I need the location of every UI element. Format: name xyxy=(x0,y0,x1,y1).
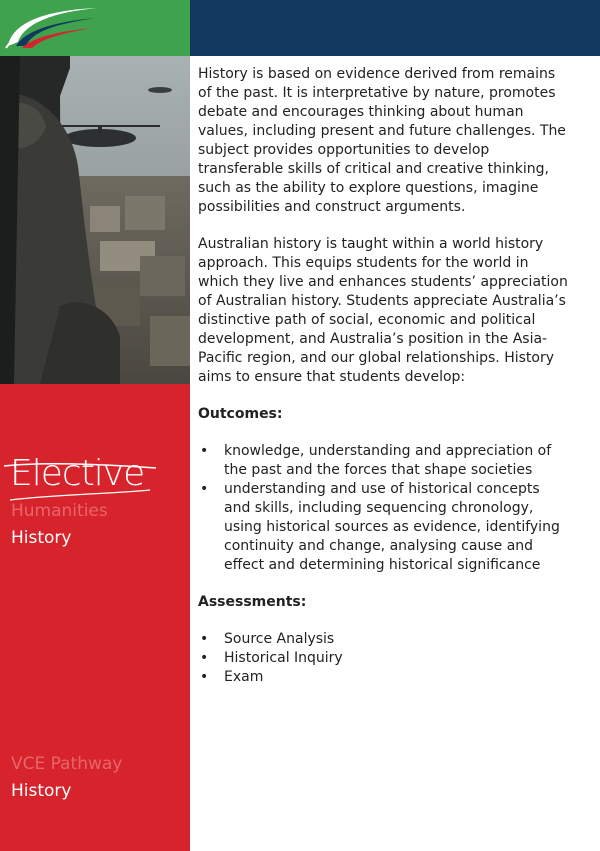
assessments-list xyxy=(198,630,570,687)
faculty-label: Humanities xyxy=(11,501,108,521)
intro-paragraph: History is based on evidence derived from remains of the past. It is interpretative by nature, promotes debate and encourages thinking about human values, including present and future challenges. The subject provides opportunities to develop transferable skills of critical and creative thinking, such as the ability to explore questions, imagine possibilities and construct arguments. xyxy=(198,66,566,215)
elective-label: Elective xyxy=(10,453,145,494)
list-item: • Exam xyxy=(198,668,570,687)
swoosh-logo-icon xyxy=(2,2,102,52)
pathway-subject-label: History xyxy=(11,781,72,801)
sidebar-red-panel xyxy=(0,384,190,851)
list-item: • Source Analysis xyxy=(198,630,570,649)
soldier-helicopter-photo xyxy=(0,56,190,384)
assessments-heading: Assessments: xyxy=(198,594,307,610)
header-green-band xyxy=(0,0,190,56)
main-content xyxy=(198,65,570,705)
subject-label: History xyxy=(11,528,72,548)
intro-paragraph: Australian history is taught within a world history approach. This equips students for the world in which they live and enhances students’ appreciation of Australian history. Students appreciate Australia’s distinctive path of social, economic and political development, and Australia’s position in the Asia-Pacific region, and our global relationships. History aims to ensure that students develop: xyxy=(198,236,568,385)
outcomes-heading: Outcomes: xyxy=(198,406,283,422)
list-item: • knowledge, understanding and appreciation of the past and the forces that shape societies xyxy=(198,442,570,480)
list-item: • Historical Inquiry xyxy=(198,649,570,668)
pathway-label: VCE Pathway xyxy=(11,754,123,774)
list-item: • understanding and use of historical concepts and skills, including sequencing chronology, using historical sources as evidence, identifying continuity and change, analysing cause and effect and determining historical significance xyxy=(198,480,570,575)
header-navy-band xyxy=(190,0,600,56)
outcomes-list xyxy=(198,442,570,575)
